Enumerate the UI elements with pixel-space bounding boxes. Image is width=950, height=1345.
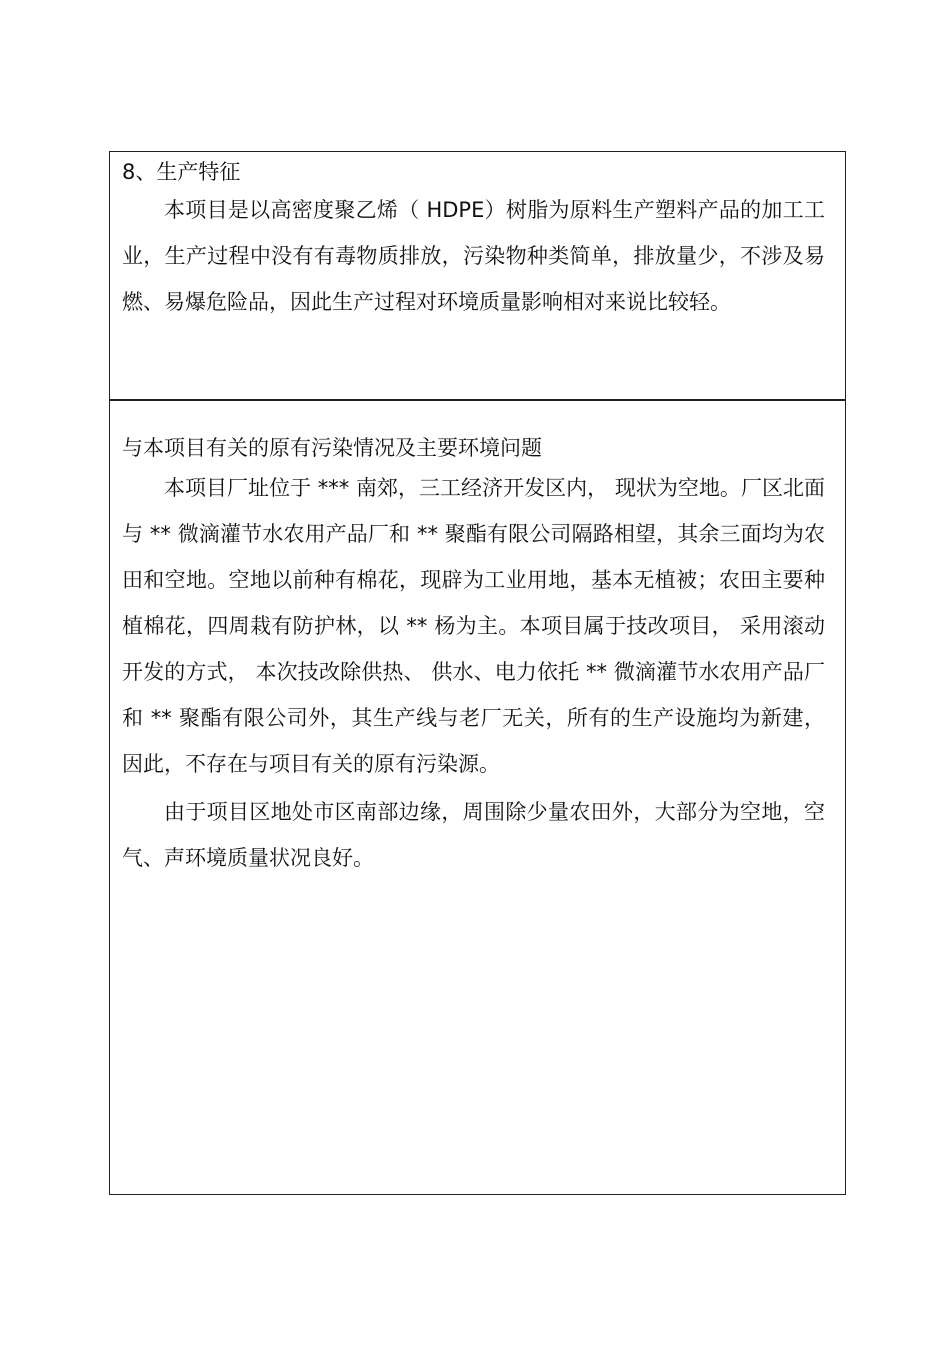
section-heading: 8、生产特征: [122, 160, 241, 184]
document-table: [109, 151, 846, 1195]
section-paragraph: 本项目是以高密度聚乙烯（ HDPE）树脂为原料生产塑料产品的加工工业，生产过程中没有有毒物质排放，污染物种类简单，排放量少，不涉及易燃、易爆危险品，因此生产过程对环境质量影响相对来说比较轻。: [122, 198, 825, 314]
production-features-section: [110, 152, 845, 401]
existing-pollution-section: [110, 401, 845, 1194]
section-paragraph: 本项目厂址位于 *** 南郊，三工经济开发区内， 现状为空地。厂区北面与 ** 微滴灌节水农用产品厂和 ** 聚酯有限公司隔路相望，其余三面均为农田和空地。空地以前种有棉花，现辟为工业用地，基本无植被；农田主要种植棉花，四周栽有防护林，以 ** 杨为主。本项目属于技改项目， 采用滚动开发的方式， 本次技改除供热、 供水、电力依托 ** 微滴灌节水农用产品厂和 ** 聚酯有限公司外，其生产线与老厂无关，所有的生产设施均为新建，因此，不存在与项目有关的原有污染源。: [122, 476, 825, 776]
section-paragraph: 由于项目区地处市区南部边缘，周围除少量农田外，大部分为空地，空气、声环境质量状况良好。: [122, 800, 825, 870]
section-heading: 与本项目有关的原有污染情况及主要环境问题: [122, 436, 542, 460]
